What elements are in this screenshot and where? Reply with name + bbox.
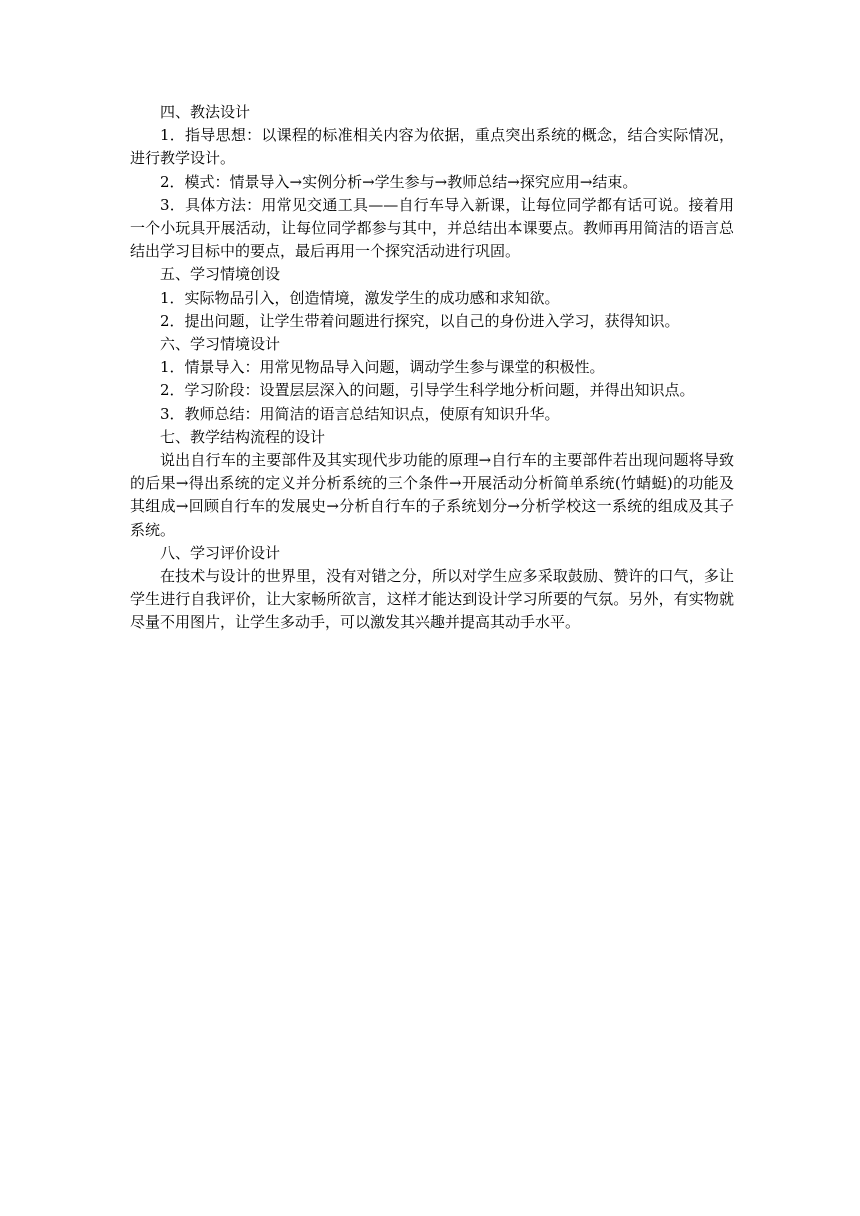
section-heading-situation-creation: 五、学习情境创设 bbox=[160, 265, 281, 284]
paragraph-guiding-idea: 1．指导思想：以课程的标准相关内容为依据，重点突出系统的概念，结合实际情况，进行教学设计。 bbox=[130, 126, 734, 168]
section-heading-teaching-method: 四、教法设计 bbox=[160, 103, 251, 121]
paragraph-teacher-summary: 3．教师总结：用简洁的语言总结知识点，使原有知识升华。 bbox=[160, 404, 560, 423]
section-heading-structure-flow: 七、教学结构流程的设计 bbox=[160, 427, 326, 446]
paragraph-specific-method: 3．具体方法：用常见交通工具——自行车导入新课，让每位同学都有话可说。接着用一个小玩具开展活动，让每位同学都参与其中，并总结出本课要点。教师再用简洁的语言总结出学习目标中的要点，最后再用一个探究活动进行巩固。 bbox=[130, 195, 734, 261]
paragraph-object-introduction: 1．实际物品引入，创造情境，激发学生的成功感和求知欲。 bbox=[160, 288, 560, 307]
paragraph-scene-introduction: 1．情景导入：用常见物品导入问题，调动学生参与课堂的积极性。 bbox=[160, 358, 605, 377]
paragraph-evaluation: 在技术与设计的世界里，没有对错之分，所以对学生应多采取鼓励、赞许的口气，多让学生进行自我评价，让大家畅所欲言，这样才能达到设计学习所要的气氛。另外，有实物就尽量不用图片，让学生多动手，可以激发其兴趣并提高其动手水平。 bbox=[130, 567, 734, 632]
paragraph-mode: 2．模式：情景导入→实例分析→学生参与→教师总结→探究应用→结束。 bbox=[160, 172, 638, 191]
section-heading-evaluation-design: 八、学习评价设计 bbox=[160, 543, 281, 562]
paragraph-structure-flow: 说出自行车的主要部件及其实现代步功能的原理→自行车的主要部件若出现问题将导致的后果→得出系统的定义并分析系统的三个条件→开展活动分析简单系统(竹蜻蜓)的功能及其组成→回顾自行车的发展史→分析自行车的子系统划分→分析学校这一系统的组成及其子系统。 bbox=[130, 451, 734, 539]
paragraph-raise-questions: 2．提出问题，让学生带着问题进行探究，以自己的身份进入学习，获得知识。 bbox=[160, 311, 680, 330]
document-body bbox=[130, 101, 734, 635]
section-heading-situation-design: 六、学习情境设计 bbox=[160, 335, 281, 354]
paragraph-learning-stage: 2．学习阶段：设置层层深入的问题，引导学生科学地分析问题，并得出知识点。 bbox=[160, 381, 695, 400]
